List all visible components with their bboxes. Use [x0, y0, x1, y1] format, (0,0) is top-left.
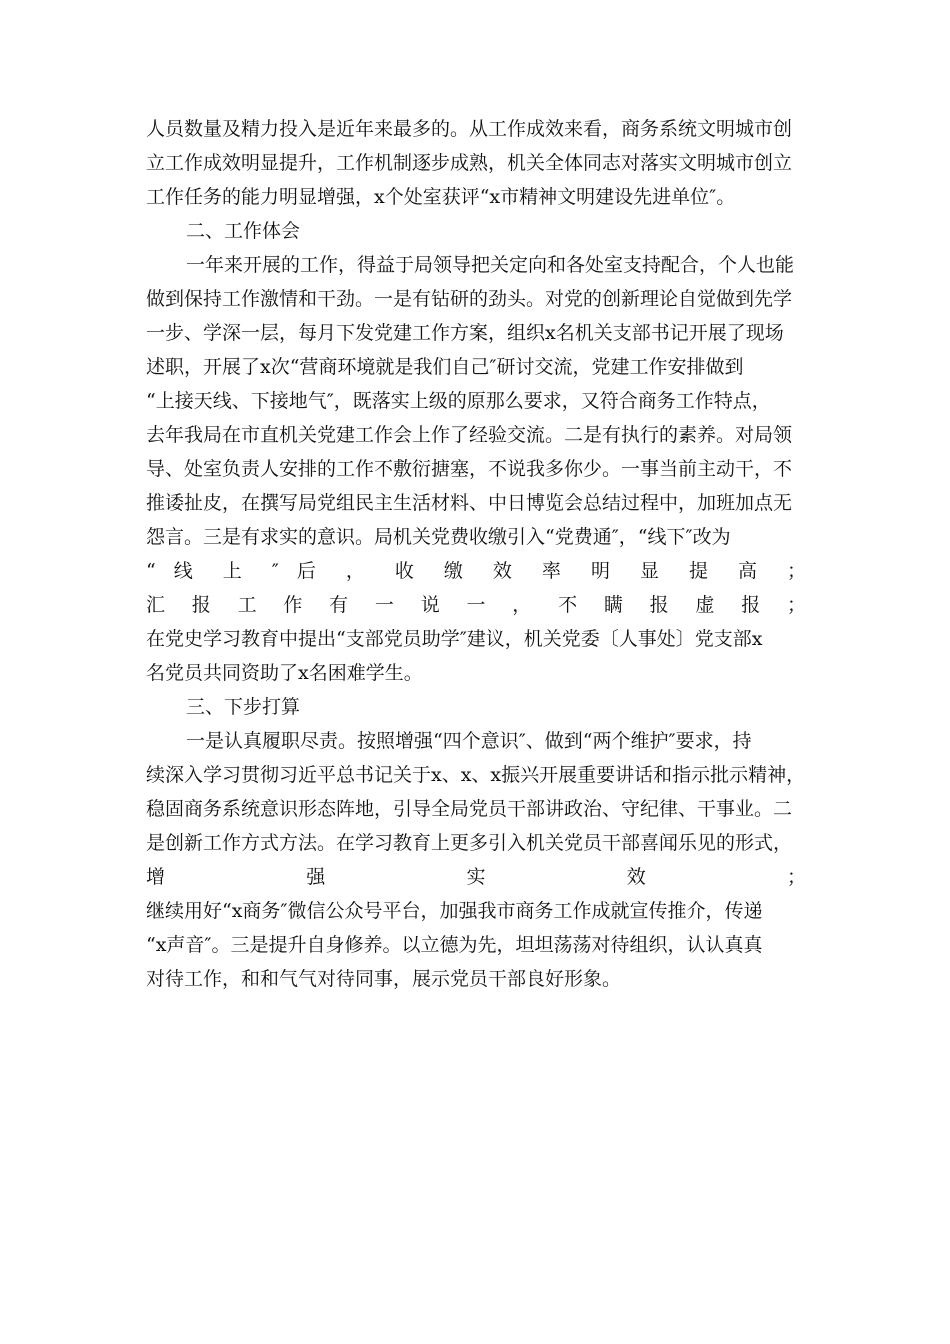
body-line: 怨言。三是有求实的意识。局机关党费收缴引入“党费通″，“线下″改为 [146, 526, 731, 548]
body-line: 立工作成效明显提升，工作机制逐步成熟，机关全体同志对落实文明城市创立 [146, 152, 793, 174]
body-line: 续深入学习贯彻习近平总书记关于x、x、x振兴开展重要讲话和指示批示精神， [146, 764, 806, 786]
section-heading-work-experience: 二、工作体会 [186, 220, 301, 242]
body-line: 继续用好“x商务″微信公众号平台，加强我市商务工作成就宣传推介，传递 [146, 900, 763, 922]
body-line: 导、处室负责人安排的工作不敷衍搪塞，不说我多你少。一事当前主动干，不 [146, 458, 793, 480]
body-line: “上接天线、下接地气″，既落实上级的原那么要求，又符合商务工作特点， [146, 390, 771, 412]
body-line: 一年来开展的工作，得益于局领导把关定向和各处室支持配合，个人也能 [186, 254, 795, 276]
body-line: 人员数量及精力投入是近年来最多的。从工作成效来看，商务系统文明城市创 [146, 118, 793, 140]
body-line: 工作任务的能力明显增强，x个处室获评“x市精神文明建设先进单位″。 [146, 186, 736, 208]
body-line: 一步、学深一层，每月下发党建工作方案，组织x名机关支部书记开展了现场 [146, 322, 784, 344]
body-line: 推诿扯皮，在撰写局党组民主生活材料、中日博览会总结过程中，加班加点无 [146, 492, 793, 514]
body-line: 是创新工作方式方法。在学习教育上更多引入机关党员干部喜闻乐见的形式， [146, 832, 793, 854]
body-line: 述职，开展了x次“营商环境就是我们自己″研讨交流，党建工作安排做到 [146, 356, 744, 378]
body-line-spread: 增 强 实 效 ； [146, 866, 806, 888]
body-line: 名党员共同资助了x名困难学生。 [146, 662, 423, 684]
body-line: “x声音″。三是提升自身修养。以立德为先，坦坦荡荡对待组织，认认真真 [146, 934, 763, 956]
body-line: 做到保持工作激情和干劲。一是有钻研的劲头。对党的创新理论自觉做到先学 [146, 288, 793, 310]
body-line: 去年我局在市直机关党建工作会上作了经验交流。二是有执行的素养。对局领 [146, 424, 793, 446]
body-line: 稳固商务系统意识形态阵地，引导全局党员干部讲政治、守纪律、干事业。二 [146, 798, 793, 820]
body-line: 在党史学习教育中提出“支部党员助学″建议，机关党委〔人事处〕党支部x [146, 628, 763, 650]
document-body [146, 112, 806, 996]
body-line-spread: 汇 报 工 作 有 一 说 一 ， 不 瞒 报 虚 报 ； [146, 594, 806, 616]
body-line-spread: “ 线 上 ″ 后 ， 收 缴 效 率 明 显 提 高 ； [146, 560, 806, 582]
body-line: 对待工作，和和气气对待同事，展示党员干部良好形象。 [146, 968, 622, 990]
body-line: 一是认真履职尽责。按照增强“四个意识″、做到“两个维护″要求，持 [186, 730, 752, 752]
section-heading-next-plan: 三、下步打算 [186, 696, 301, 718]
